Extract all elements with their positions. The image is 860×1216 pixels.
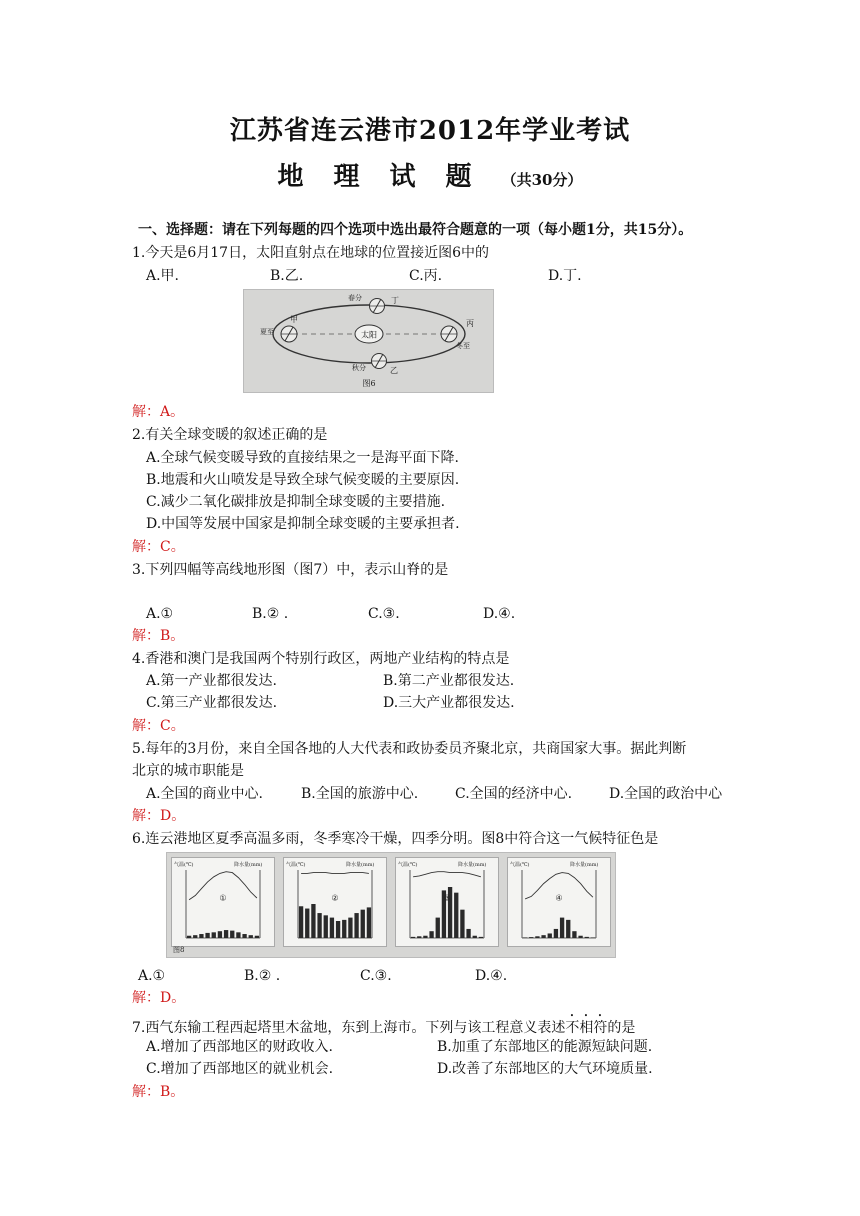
q1-option-b: B.乙. [270,268,304,284]
q4-option-a: A.第一产业都很发达. [146,673,278,689]
climate-chart-2 [283,857,387,947]
chart-number: ② [331,893,339,903]
q5-options [146,784,746,804]
precip-bar [193,935,197,938]
exam-title: 江苏省连云港市2012年学业考试 [229,116,631,146]
precip-bar [205,933,209,938]
precip-bar [578,936,582,938]
temp-line [301,873,369,874]
precip-bar [305,909,309,938]
chart-number: ① [219,893,227,903]
q7-option-d: D.改善了东部地区的大气环境质量. [437,1061,653,1077]
q6-option-d: D.④. [475,968,508,984]
q7-option-b: B.加重了东部地区的能源短缺问题. [437,1039,653,1055]
sun-label: 太阳 [361,330,377,340]
precip-bar [255,936,259,938]
q3-stem: 3.下列四幅等高线地形图（图7）中，表示山脊的是 [132,562,449,578]
precip-bar [361,910,365,938]
precip-bar [218,931,222,938]
q7-emphasis: 不相符 [565,1020,608,1036]
earth-summer-icon [281,326,297,342]
precip-bar [429,931,433,938]
precip-bar [330,918,334,938]
q1-answer: 解：A。 [132,404,185,420]
q5-option-b: B.全国的旅游中心. [301,786,419,802]
precip-bar [212,932,216,938]
q7-stem-part1: 7.西气东输工程西起塔里木盆地，东到上海市。下列与该工程意义表述 [132,1020,566,1036]
earth-autumn-icon [372,354,387,369]
temp-axis-label: 气温(℃) [510,862,530,868]
precip-bar [566,920,570,938]
q7-stem-part2: 的是 [607,1020,636,1036]
precip-bar [541,935,545,938]
precip-axis-label: 降水量(mm) [570,862,599,868]
chart-number: ④ [555,893,563,903]
figure-8-climate-charts [166,852,616,958]
precip-bar [560,918,564,938]
precip-bar [411,937,415,938]
orbit-diagram [244,290,493,392]
q2-option-a: A.全球气候变暖导致的直接结果之一是海平面下降. [146,450,460,466]
precip-bar [523,937,527,938]
climate-chart-3 [395,857,499,947]
q2-answer: 解：C。 [132,539,185,555]
temp-axis-label: 气温(℃) [174,862,194,868]
q2-stem: 2.有关全球变暖的叙述正确的是 [132,427,328,443]
q4-option-d: D.三大产业都很发达. [383,695,515,711]
precip-bar [473,936,477,938]
precip-bar [585,937,589,938]
section-heading: 一、选择题：请在下列每题的四个选项中选出最符合题意的一项（每小题1分，共15分）。 [138,222,693,238]
precip-bar [224,930,228,938]
precip-bar [187,936,191,938]
temp-axis-label: 气温(℃) [398,862,418,868]
precip-bar [317,913,321,938]
label-bing: 丙 [466,319,474,328]
label-yi: 乙 [390,366,398,375]
figure-6-orbit [243,289,494,393]
q4-answer: 解：C。 [132,718,185,734]
precip-bar [548,933,552,938]
label-autumn: 秋分 [352,364,366,372]
precip-bar [535,936,539,938]
q7-options [146,1037,746,1079]
temp-line [413,872,481,877]
q6-option-a: A.① [138,968,166,984]
exam-subtitle [0,156,860,193]
q7-option-a: A.增加了西部地区的财政收入. [146,1039,334,1055]
q1-option-c: C.丙. [409,268,443,284]
q5-stem-continued: 北京的城市职能是 [132,763,244,779]
q6-stem: 6.连云港地区夏季高温多雨，冬季寒冷干燥，四季分明。图8中符合这一气候特征色是 [132,831,659,847]
q6-option-b: B.② . [244,968,281,984]
q5-option-c: C.全国的经济中心. [455,786,573,802]
precip-bar [591,937,595,938]
label-summer: 夏至 [260,328,274,336]
precip-bar [336,921,340,938]
q3-option-b: B.② . [252,606,289,622]
precip-bar [466,929,470,938]
temp-axis-label: 气温(℃) [286,862,306,868]
precip-bar [230,931,234,938]
q5-answer: 解：D。 [132,808,186,824]
precip-bar [311,904,315,938]
total-score: （共30分） [501,171,583,189]
q1-stem: 1.今天是6月17日，太阳直射点在地球的位置接近图6中的 [132,245,489,261]
label-ding: 丁 [391,296,399,305]
precip-bar [479,937,483,938]
q4-option-b: B.第二产业都很发达. [383,673,515,689]
climate-chart-1 [171,857,275,947]
climate-chart-4 [507,857,611,947]
precip-bar [423,936,427,938]
q1-options [146,266,746,286]
precip-axis-label: 降水量(mm) [346,862,375,868]
precip-bar [572,931,576,938]
q7-stem [132,1012,635,1038]
label-winter: 冬至 [456,342,470,350]
q5-option-d: D.全国的政治中心 [609,786,723,802]
precip-bar [249,935,253,938]
figure-8-caption: 图8 [173,946,185,954]
q3-answer: 解：B。 [132,628,185,644]
precip-bar [417,936,421,938]
chart-number: ③ [443,893,451,903]
q1-option-d: D.丁. [548,268,582,284]
precip-bar [367,907,371,938]
precip-bar [324,915,328,938]
q6-option-c: C.③. [360,968,392,984]
q4-option-c: C.第三产业都很发达. [146,695,278,711]
precip-bar [299,906,303,938]
earth-spring-icon [370,299,385,314]
precip-bar [236,932,240,938]
precip-bar [348,918,352,938]
q2-option-c: C.减少二氧化碳排放是抑制全球变暖的主要措施. [146,494,446,510]
label-jia: 甲 [290,315,298,324]
q3-option-a: A.① [146,606,174,622]
precip-bar [354,913,358,938]
precip-bar [554,929,558,938]
q7-answer: 解：B。 [132,1084,185,1100]
subject-title: 地理试题 [277,162,502,192]
figure-6-caption: 图6 [362,379,376,388]
q5-stem: 5.每年的3月份，来自全国各地的人大代表和政协委员齐聚北京，共商国家大事。据此判断 [132,741,687,757]
precip-bar [454,893,458,938]
precip-bar [460,910,464,938]
q6-answer: 解：D。 [132,990,186,1006]
q3-options [146,604,746,624]
label-spring: 春分 [348,294,362,302]
q5-option-a: A.全国的商业中心. [146,786,264,802]
q2-option-b: B.地震和火山喷发是导致全球气候变暖的主要原因. [146,472,460,488]
q4-options [146,671,746,713]
q7-option-c: C.增加了西部地区的就业机会. [146,1061,334,1077]
q3-option-d: D.④. [483,606,516,622]
precip-bar [242,934,246,938]
precip-bar [436,918,440,938]
precip-axis-label: 降水量(mm) [458,862,487,868]
precip-bar [342,920,346,938]
precip-bar [199,934,203,938]
q1-option-a: A.甲. [146,268,180,284]
earth-winter-icon [441,326,457,342]
q6-options [138,966,738,986]
precip-axis-label: 降水量(mm) [234,862,263,868]
q4-stem: 4.香港和澳门是我国两个特别行政区，两地产业结构的特点是 [132,651,510,667]
precip-bar [529,937,533,938]
q3-option-c: C.③. [368,606,400,622]
q2-option-d: D.中国等发展中国家是抑制全球变暖的主要承担者. [146,516,460,532]
